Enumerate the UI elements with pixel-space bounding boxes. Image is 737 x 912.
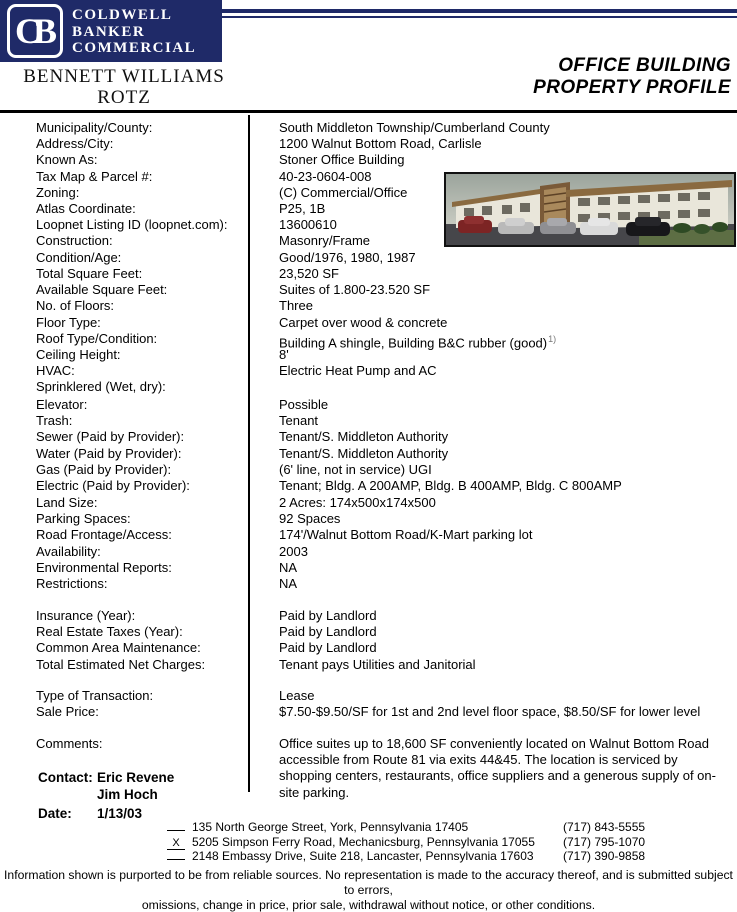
field-value: Carpet over wood & concrete <box>279 314 448 330</box>
company-name <box>8 66 240 108</box>
page-title-line-1: OFFICE BUILDING <box>558 55 731 76</box>
field-row <box>0 688 737 704</box>
field-value: Suites of 1.800-23.520 SF <box>279 282 431 298</box>
field-label: Sewer (Paid by Provider): <box>36 429 185 445</box>
field-label: Known As: <box>36 152 98 168</box>
brand-line-1: COLDWELL <box>72 7 173 23</box>
field-value: Paid by Landlord <box>279 624 377 640</box>
field-value: Building A shingle, Building B&C rubber (good)$^{1)}$ <box>279 333 557 351</box>
date-label: Date: <box>38 806 72 821</box>
field-row <box>0 429 737 445</box>
office-selected-mark <box>160 835 192 850</box>
field-value: Electric Heat Pump and AC <box>279 363 437 379</box>
comments-value: Office suites up to 18,600 SF conveniently located on Walnut Bottom Road accessible from Route 81 via exits 44&45. The location is serviced by shopping centers, restaurants, office suppliers and a generous supply of on-site parking. <box>279 736 716 800</box>
field-label: Tax Map & Parcel #: <box>36 168 153 184</box>
header-double-rule-thick <box>222 9 737 13</box>
contact-name-2: Jim Hoch <box>97 786 158 802</box>
field-label: Type of Transaction: <box>36 688 154 703</box>
field-value: Three <box>279 298 313 314</box>
field-row <box>0 704 737 720</box>
page-title <box>533 55 731 99</box>
field-label: Loopnet Listing ID (loopnet.com): <box>36 217 228 233</box>
office-phone: (717) 843-5555 <box>563 820 646 834</box>
field-row <box>0 315 737 331</box>
field-label: Available Square Feet: <box>36 282 168 298</box>
contact-name-1: Eric Revene <box>97 770 175 785</box>
field-value: 40-23-0604-008 <box>279 168 372 184</box>
office-row <box>160 820 737 835</box>
field-label: Gas (Paid by Provider): <box>36 461 172 477</box>
field-label: Electric (Paid by Provider): <box>36 477 190 493</box>
field-row <box>0 495 737 511</box>
field-group-site <box>0 495 737 592</box>
field-value <box>248 379 279 395</box>
office-row <box>160 849 737 864</box>
field-group-utilities <box>0 397 737 494</box>
field-label: Condition/Age: <box>36 249 122 265</box>
brand-band <box>0 0 222 62</box>
field-row <box>0 544 737 560</box>
field-label: Total Square Feet: <box>36 266 143 281</box>
field-label: Zoning: <box>36 184 80 200</box>
field-label: Roof Type/Condition: <box>36 330 158 346</box>
office-phone: (717) 390-9858 <box>563 849 646 864</box>
field-label: Total Estimated Net Charges: <box>36 656 206 672</box>
field-row <box>0 152 737 168</box>
cb-monogram: CB <box>14 11 49 51</box>
field-value: Tenant; Bldg. A 200AMP, Bldg. B 400AMP, Bldg. C 800AMP <box>279 477 622 493</box>
field-label: Atlas Coordinate: <box>36 200 136 216</box>
blank-line <box>167 820 185 831</box>
field-value: Tenant <box>279 413 319 429</box>
field-value: 92 Spaces <box>279 511 341 527</box>
field-value: South Middleton Township/Cumberland County <box>279 120 550 135</box>
comments-label: Comments: <box>36 736 103 751</box>
field-value: (6' line, not in service) UGI <box>279 461 432 477</box>
field-row <box>0 169 737 185</box>
brand-line-3: COMMERCIAL <box>72 40 197 56</box>
field-value: Paid by Landlord <box>279 608 377 623</box>
field-value: 8' <box>279 346 289 362</box>
field-label: Insurance (Year): <box>36 608 136 623</box>
field-row <box>0 608 737 624</box>
date-value: 1/13/03 <box>97 806 143 821</box>
field-label: Address/City: <box>36 136 114 152</box>
field-row <box>0 120 737 136</box>
contact-names <box>97 770 174 803</box>
field-label: Construction: <box>36 233 113 249</box>
field-value: 13600610 <box>279 217 337 233</box>
field-value: Possible <box>279 397 329 412</box>
header-rule <box>0 110 737 113</box>
field-label: HVAC: <box>36 363 75 379</box>
field-value: 2003 <box>279 543 308 559</box>
field-label: Trash: <box>36 413 73 429</box>
field-label: Availability: <box>36 543 101 559</box>
field-row <box>0 640 737 656</box>
field-row <box>0 363 737 379</box>
coldwell-banker-logo-icon <box>7 4 63 58</box>
office-address: 2148 Embassy Drive, Suite 218, Lancaster, Pennsylvania 17603 <box>192 849 534 864</box>
field-value: 2 Acres: 174x500x174x500 <box>279 495 436 510</box>
field-label: Parking Spaces: <box>36 511 131 527</box>
field-row <box>0 379 737 395</box>
field-label: Land Size: <box>36 495 98 510</box>
field-label: Water (Paid by Provider): <box>36 445 182 461</box>
field-value: (C) Commercial/Office <box>279 184 408 200</box>
field-label: Elevator: <box>36 397 88 412</box>
field-value: NA <box>279 559 298 575</box>
blank-line <box>167 849 185 860</box>
field-label: Floor Type: <box>36 314 101 330</box>
field-row <box>0 201 737 217</box>
field-group-transaction <box>0 688 737 720</box>
disclaimer-line-1: Information shown is purported to be from reliable sources. No representation is made to the accuracy thereof, and is submitted subject to errors, <box>4 868 733 897</box>
field-value: Good/1976, 1980, 1987 <box>279 249 416 265</box>
field-label: No. of Floors: <box>36 298 115 314</box>
field-label: Restrictions: <box>36 575 108 591</box>
field-value: Masonry/Frame <box>279 233 371 249</box>
field-value: Tenant/S. Middleton Authority <box>279 429 449 445</box>
brand-line-2: BANKER <box>72 23 146 40</box>
field-row <box>0 266 737 282</box>
office-address: 135 North George Street, York, Pennsylvania 17405 <box>192 820 469 834</box>
field-row <box>0 217 737 233</box>
field-value: Lease <box>279 688 315 703</box>
field-value: Paid by Landlord <box>279 640 377 656</box>
brand-name <box>72 7 196 57</box>
field-value: 174'/Walnut Bottom Road/K-Mart parking lot <box>279 527 533 543</box>
field-value: Tenant/S. Middleton Authority <box>279 445 449 461</box>
page-title-line-2: PROPERTY PROFILE <box>533 77 731 98</box>
company-name-line-2: ROTZ <box>97 87 151 108</box>
office-blank-line <box>160 849 192 864</box>
field-value: Stoner Office Building <box>279 152 405 168</box>
field-group-identification <box>0 120 737 266</box>
x-mark: X <box>167 836 185 850</box>
field-label: Ceiling Height: <box>36 346 121 362</box>
field-row <box>0 413 737 429</box>
field-row <box>0 576 737 592</box>
field-group-charges <box>0 608 737 673</box>
field-label: Environmental Reports: <box>36 559 172 575</box>
field-value: 1200 Walnut Bottom Road, Carlisle <box>279 136 482 152</box>
field-row <box>0 397 737 413</box>
office-list <box>160 820 737 864</box>
field-value: $7.50-$9.50/SF for 1st and 2nd level floor space, $8.50/SF for lower level <box>279 704 701 720</box>
field-row <box>0 446 737 462</box>
field-row <box>0 282 737 298</box>
field-group-building <box>0 266 737 396</box>
office-row <box>160 835 737 850</box>
field-row <box>0 298 737 314</box>
field-row <box>0 478 737 494</box>
footnote-marker: 1) <box>548 333 557 344</box>
field-row <box>0 511 737 527</box>
field-label: Sale Price: <box>36 704 99 720</box>
field-row <box>0 233 737 249</box>
field-label: Municipality/County: <box>36 120 153 135</box>
field-row <box>0 527 737 543</box>
field-row <box>0 330 737 351</box>
field-row <box>0 657 737 673</box>
field-row <box>0 624 737 640</box>
field-row <box>0 185 737 201</box>
field-value: 23,520 SF <box>279 266 339 281</box>
field-row <box>0 462 737 478</box>
field-label: Common Area Maintenance: <box>36 640 201 656</box>
field-value: P25, 1B <box>279 200 326 216</box>
company-name-line-1: BENNETT WILLIAMS <box>23 66 225 87</box>
contact-label: Contact: <box>38 770 93 785</box>
office-blank-line <box>160 820 192 835</box>
field-value: NA <box>279 575 298 591</box>
field-label: Road Frontage/Access: <box>36 527 172 543</box>
field-label: Real Estate Taxes (Year): <box>36 624 183 640</box>
field-value: Tenant pays Utilities and Janitorial <box>279 656 476 672</box>
disclaimer-line-2: omissions, change in price, prior sale, withdrawal without notice, or other conditions. <box>141 897 596 912</box>
header-double-rule-thin <box>222 16 737 18</box>
office-address: 5205 Simpson Ferry Road, Mechanicsburg, Pennsylvania 17055 <box>192 834 535 849</box>
field-row <box>0 250 737 266</box>
field-row <box>0 136 737 152</box>
field-row <box>0 560 737 576</box>
disclaimer <box>0 868 737 912</box>
office-phone: (717) 795-1070 <box>563 834 646 849</box>
field-label: Sprinklered (Wet, dry): <box>36 379 166 395</box>
